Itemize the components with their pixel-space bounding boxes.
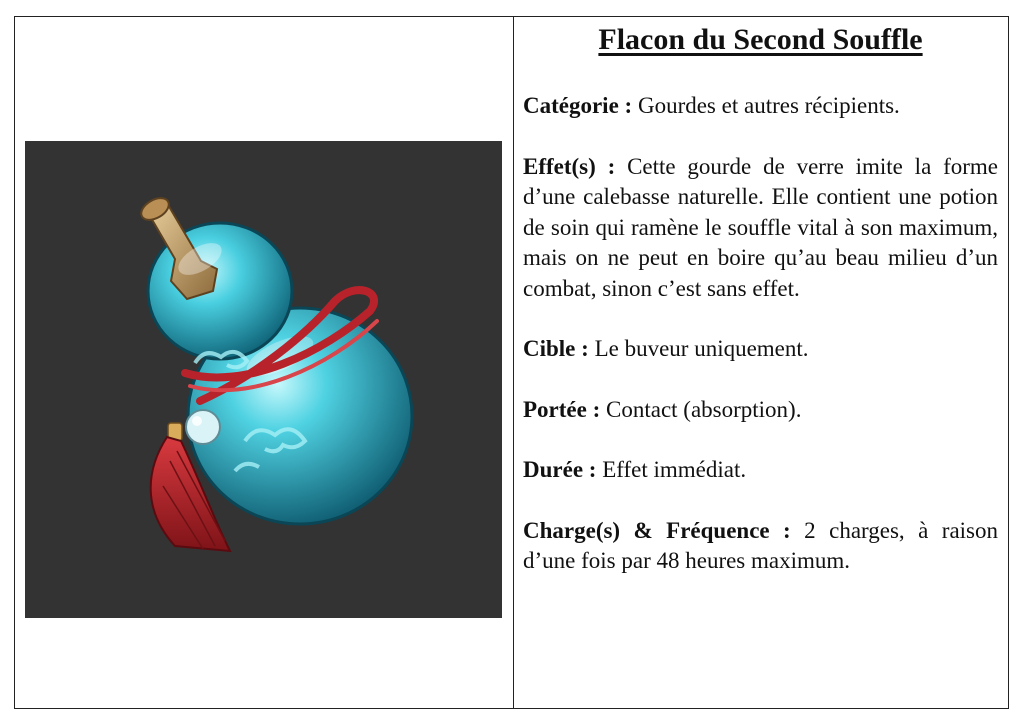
section-text: 2 charges, à raison d’une fois par 48 heures maximum. <box>523 517 998 573</box>
section-charges <box>523 516 998 577</box>
section-text: Gourdes et autres récipients. <box>632 93 900 118</box>
section-target <box>523 334 998 365</box>
item-title: Flacon du Second Souffle <box>598 23 923 56</box>
section-label: Catégorie : <box>523 93 633 118</box>
section-label: Charge(s) & Fréquence : <box>523 517 791 543</box>
section-label: Durée : <box>523 457 597 482</box>
section-effects <box>523 152 998 305</box>
section-label: Cible : <box>523 336 589 361</box>
item-image-panel <box>25 141 502 618</box>
section-text: Effet immédiat. <box>596 457 747 482</box>
section-text: Contact (absorption). <box>600 396 802 422</box>
section-range <box>523 395 998 426</box>
section-text: Cette gourde de verre imite la forme d’une calebasse naturelle. Elle contient une potion de soin qui ramène le souffle vital à son maximum, mais on ne peut en boire qu’au beau milieu d’un combat, sinon c’est sans effet. <box>523 153 998 301</box>
image-column <box>15 17 514 708</box>
gourd-flask-illustration <box>25 141 502 618</box>
glass-bead <box>186 410 220 444</box>
description-column <box>514 17 1008 708</box>
bead-shine <box>192 416 202 426</box>
section-text: Le buveur uniquement. <box>588 336 809 361</box>
section-category <box>523 91 998 122</box>
section-duration <box>523 455 998 486</box>
section-label: Effet(s) : <box>523 153 616 179</box>
item-card <box>14 16 1009 709</box>
section-label: Portée : <box>523 396 601 422</box>
